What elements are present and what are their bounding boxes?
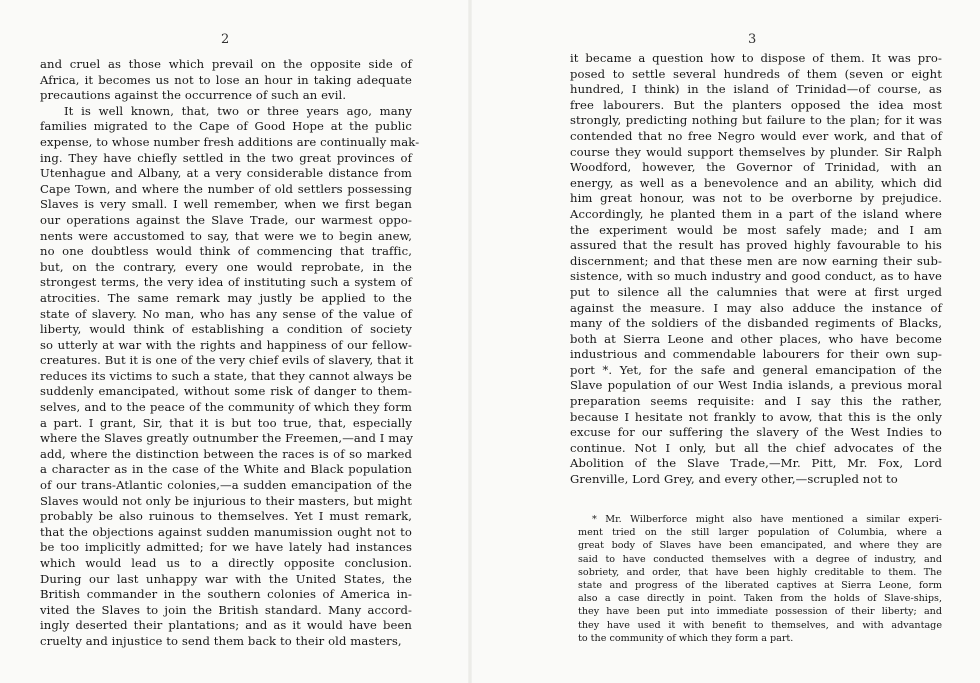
text-line: state of slavery. No man, who has any sense of the value of — [40, 306, 412, 321]
page-number: 3 — [748, 32, 757, 47]
text-line: him great honour, was not to be overborne by prejudice. — [570, 191, 942, 206]
text-line: strongly, predicting nothing but failure to the plan; for it was — [570, 113, 942, 128]
text-line: course they would support themselves by plunder. Sir Ralph — [570, 144, 942, 159]
text-line: liberty, would think of establishing a condition of society — [40, 322, 412, 337]
text-line: free labourers. But the planters opposed the idea most — [570, 97, 942, 112]
text-line: no one doubtless would think of commencing that traffic, — [40, 244, 412, 259]
footnote-line: they have used it with benefit to themselves, and with advantage — [578, 619, 942, 631]
text-line: atrocities. The same remark may justly be applied to the — [40, 290, 412, 305]
text-line: During our last unhappy war with the United States, the — [40, 571, 412, 586]
text-line: because I hesitate not frankly to avow, that this is the only — [570, 409, 942, 424]
text-line: of our trans-Atlantic colonies,—a sudden emancipation of the — [40, 478, 412, 493]
text-line: Slaves is very small. I well remember, when we first began — [40, 197, 412, 212]
text-line: be too implicitly admitted; for we have lately had instances — [40, 540, 412, 555]
page-number: 2 — [221, 32, 230, 47]
text-line: it became a question how to dispose of them. It was pro- — [570, 51, 942, 65]
text-line: cruelty and injustice to send them back to their old masters, — [40, 633, 402, 648]
footnote — [578, 513, 942, 645]
text-line: where the Slaves greatly outnumber the Freemen,—and I may — [40, 431, 413, 446]
text-line: preparation seems requisite: and I say this the rather, — [570, 394, 942, 409]
text-line: Cape Town, and where the number of old settlers possessing — [40, 181, 412, 196]
footnote-line: state and progress of the liberated captives at Sierra Leone, form — [578, 579, 942, 591]
text-line: It is well known, that, two or three years ago, many — [64, 103, 412, 118]
footnote-line: said to have conducted themselves with a degree of industry, and — [578, 553, 942, 565]
text-line: selves, and to the peace of the community of which they form — [40, 400, 412, 415]
text-line: a part. I grant, Sir, that it is but too true, that, especially — [40, 415, 412, 430]
text-line: and cruel as those which prevail on the opposite side of — [40, 57, 412, 71]
text-line: the experiment would be most safely made; and I am — [570, 222, 942, 237]
text-line: posed to settle several hundreds of them (seven or eight — [570, 66, 942, 81]
footnote-line: they have been put into immediate possession of their liberty; and — [578, 606, 942, 618]
right-page — [470, 0, 980, 683]
text-line: Accordingly, he planted them in a part of the island where — [570, 206, 942, 221]
text-line: probably be also ruinous to themselves. Yet I must remark, — [40, 509, 412, 524]
text-line: add, where the distinction between the races is of so marked — [40, 446, 412, 461]
text-line: strongest terms, the very idea of instituting such a system of — [40, 275, 412, 290]
text-line: a character as in the case of the White and Black population — [40, 462, 412, 477]
text-line: but, on the contrary, every one would reprobate, in the — [40, 259, 412, 274]
text-line: Slave population of our West India islands, a previous moral — [570, 378, 942, 393]
text-line: vited the Slaves to join the British standard. Many accord- — [40, 602, 412, 617]
text-line: that the objections against sudden manumission ought not to — [40, 524, 412, 539]
text-line: Slaves would not only be injurious to their masters, but might — [40, 493, 412, 508]
text-line: which would lead us to a directly opposite conclusion. — [40, 556, 412, 570]
text-line: Woodford, however, the Governor of Trinidad, with an — [570, 160, 942, 175]
text-line: industrious and commendable labourers for their own sup- — [570, 347, 942, 362]
footnote-line: * Mr. Wilberforce might also have mentioned a similar experi- — [592, 514, 942, 525]
footnote-line: ment tried on the still larger population of Columbia, where a — [578, 527, 942, 539]
text-line: excuse for our suffering the slavery of the West Indies to — [570, 425, 942, 440]
text-line: British commander in the southern colonies of America in- — [40, 587, 412, 602]
text-line: Grenville, Lord Grey, and every other,—scrupled not to — [570, 472, 898, 487]
text-line: reduces its victims to such a state, that they cannot always be — [40, 368, 412, 383]
text-line: sistence, with so much industry and good conduct, as to have — [570, 269, 942, 284]
footnote-line: to the community of which they form a part. — [578, 632, 794, 644]
text-line: discernment; and that these men are now earning their sub- — [570, 253, 942, 268]
text-line: contended that no free Negro would ever work, and that of — [570, 128, 942, 143]
text-line: expense, to whose number fresh additions are continually mak- — [40, 134, 420, 149]
footnote-line: also a case directly in point. Taken from the holds of Slave-ships, — [578, 593, 942, 605]
text-line: assured that the result has proved highly favourable to his — [570, 238, 942, 253]
text-line: port *. Yet, for the safe and general emancipation of the — [570, 362, 942, 377]
text-line: put to silence all the calumnies that were at first urged — [570, 284, 942, 299]
text-line: our operations against the Slave Trade, our warmest oppo- — [40, 212, 412, 227]
text-line: energy, as well as a benevolence and an ability, which did — [570, 175, 942, 190]
left-page — [0, 0, 470, 683]
body-text — [40, 57, 420, 650]
body-text — [570, 51, 942, 488]
text-line: nents were accustomed to say, that were we to begin anew, — [40, 228, 412, 243]
text-line: against the measure. I may also adduce the instance of — [570, 300, 942, 315]
text-line: Africa, it becomes us not to lose an hour in taking adequate — [40, 72, 412, 87]
text-line: hundred, I think) in the island of Trinidad—of course, as — [570, 82, 942, 97]
text-line: ingly deserted their plantations; and as it would have been — [40, 618, 412, 633]
text-line: Abolition of the Slave Trade,—Mr. Pitt, Mr. Fox, Lord — [570, 456, 942, 471]
text-line: precautions against the occurrence of such an evil. — [40, 88, 347, 103]
text-line: suddenly emancipated, without some risk of danger to them- — [40, 384, 412, 399]
text-line: families migrated to the Cape of Good Hope at the public — [40, 119, 412, 134]
text-line: many of the soldiers of the disbanded regiments of Blacks, — [570, 316, 942, 331]
text-line: ing. They have chiefly settled in the two great provinces of — [40, 150, 412, 165]
text-line: continue. Not I only, but all the chief advocates of the — [570, 440, 942, 455]
text-line: Utenhague and Albany, at a very considerable distance from — [40, 166, 412, 181]
footnote-line: sobriety, and order, that have been highly creditable to them. The — [578, 566, 942, 578]
text-line: creatures. But it is one of the very chief evils of slavery, that it — [40, 353, 414, 368]
text-line: so utterly at war with the rights and happiness of our fellow- — [40, 337, 412, 352]
footnote-line: great body of Slaves have been emancipated, and where they are — [578, 540, 942, 552]
text-line: both at Sierra Leone and other places, who have become — [570, 331, 942, 346]
